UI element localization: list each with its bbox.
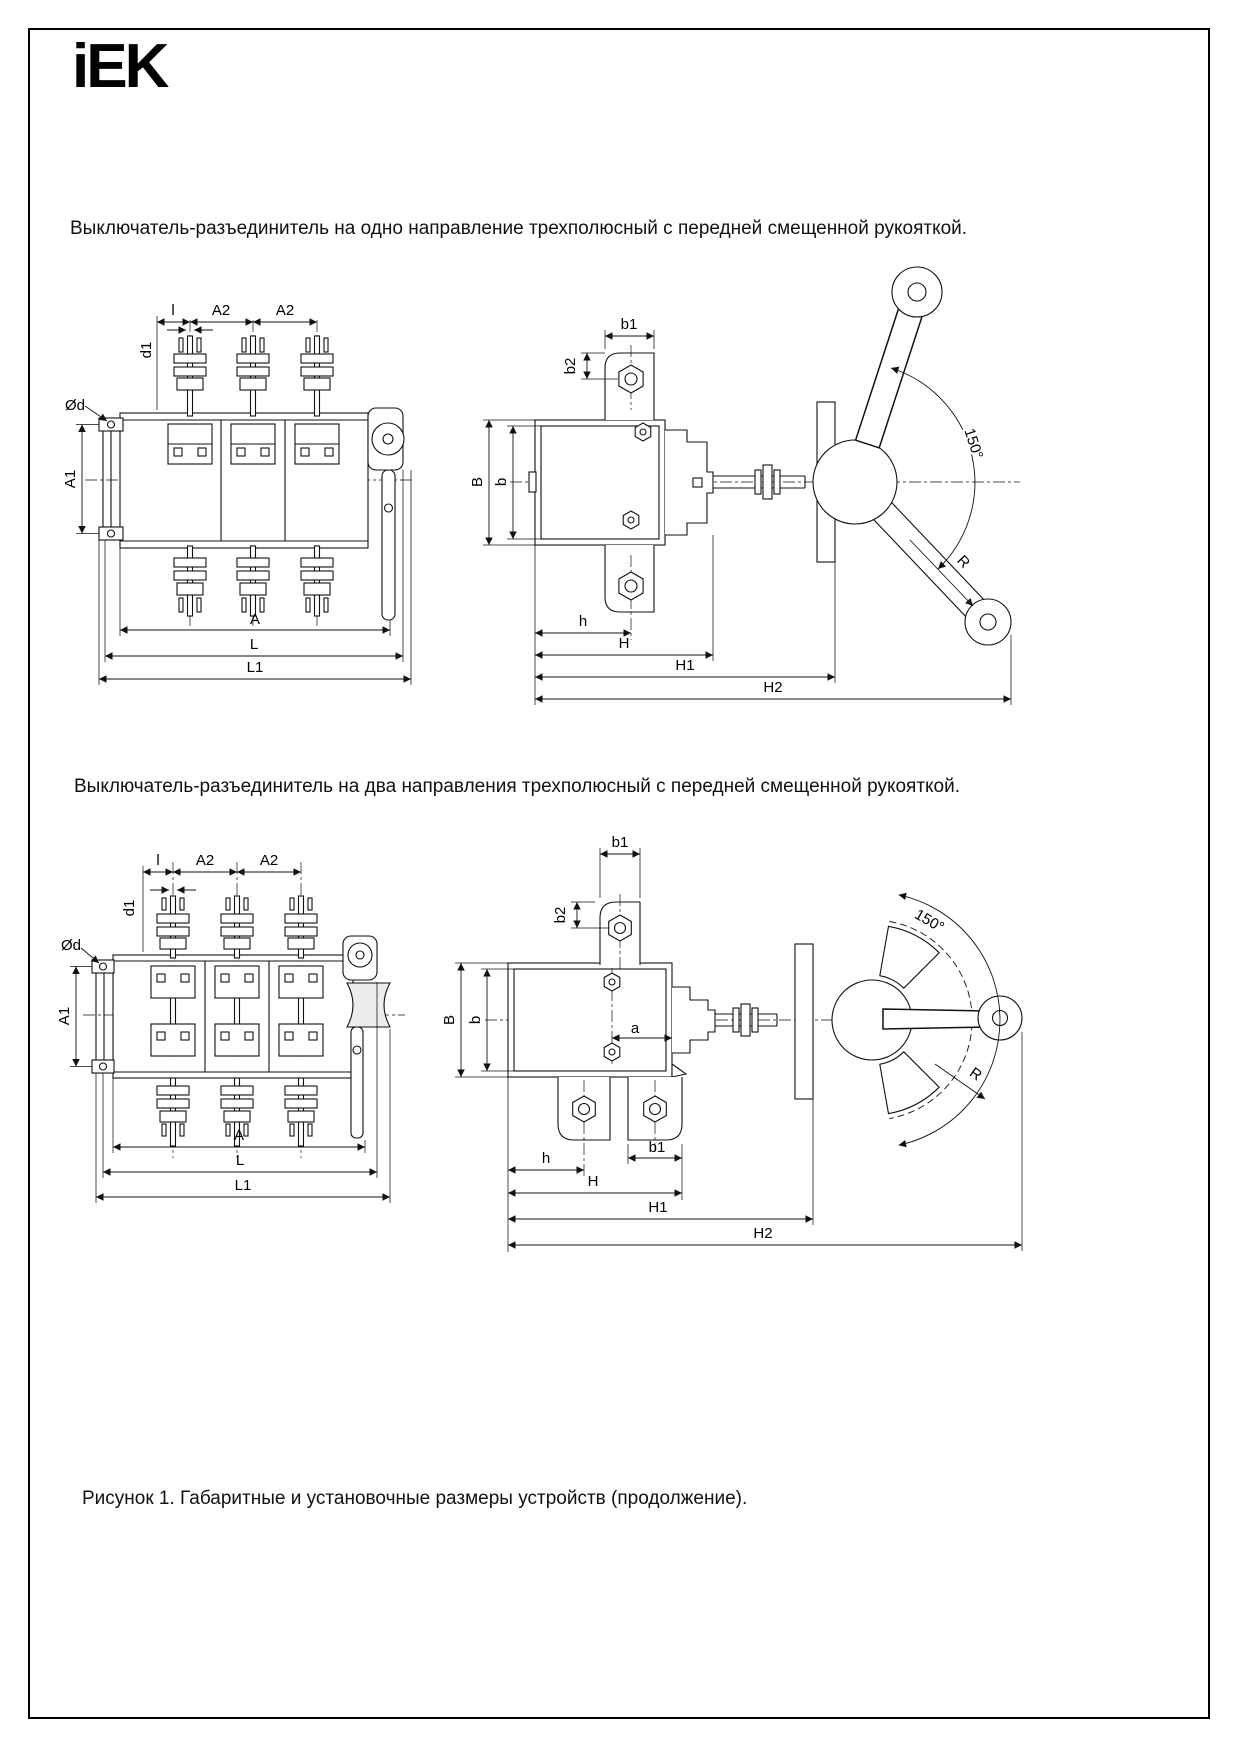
fig2-side-dim-label-B: B <box>441 1014 458 1026</box>
fig2-side-dim-label-b1-top: b1 <box>611 834 629 851</box>
fig1-side-dim-label-angle: 150° <box>960 426 987 461</box>
fig2-front-dim-label-L: L <box>235 1152 245 1169</box>
fig2-side-dim-label-b: b <box>467 1015 484 1025</box>
handle-lever <box>883 1009 987 1029</box>
fig2-front-mounting-bracket <box>92 960 114 1073</box>
fig1-side-dim-label-b: b <box>493 477 510 487</box>
fig1-side-view-drawing <box>455 250 1075 720</box>
fig1-front-view-drawing <box>55 258 435 703</box>
fig1-side-dim-label-b2: b2 <box>562 357 579 375</box>
fig1-side-top-terminal <box>605 345 654 420</box>
fig2-side-dim-label-h1: H1 <box>648 1199 668 1216</box>
fig2-front-dim-label-a2-2: A2 <box>259 852 279 869</box>
fig1-side-body <box>529 420 665 545</box>
fig1-side-dim-label-h: h <box>578 613 588 630</box>
handle-sector-down <box>880 1052 939 1114</box>
fig2-side-view-drawing <box>425 822 1075 1297</box>
fig2-side-dim-label-a: a <box>630 1020 640 1037</box>
fig2-front-dim-label-a1: A1 <box>56 1006 73 1026</box>
fig2-side-bottom-terminals <box>558 1077 682 1178</box>
handle-knob-down <box>965 599 1011 645</box>
handle-sector-up <box>880 926 939 988</box>
fig1-side-dim-label-H: H <box>618 635 630 652</box>
fig1-front-handle-assembly <box>368 408 404 620</box>
fig2-front-dim-label-a: A <box>233 1127 245 1144</box>
fig1-side-bottom-terminal <box>605 545 654 640</box>
fig2-front-dim-label-d1: d1 <box>121 899 138 917</box>
fig1-front-dim-label-od: Ød <box>65 397 86 414</box>
fig1-side-dim-label-r: R <box>953 552 974 572</box>
fig1-front-dim-label-a1: A1 <box>62 469 79 489</box>
fig1-front-dim-label-a: A <box>249 611 261 628</box>
fig2-side-drive-mechanism <box>672 944 813 1099</box>
handle-roller <box>347 983 390 1027</box>
figure1-title: Выключатель-разъединитель на одно направление трехполюсный с передней смещенной рукояткой. <box>70 218 968 239</box>
fig1-side-dim-label-b1: b1 <box>620 316 638 333</box>
fig2-front-dim-label-l: l <box>156 852 160 869</box>
fig2-side-dim-label-h2: H2 <box>753 1225 773 1242</box>
figure-caption: Рисунок 1. Габаритные и установочные размеры устройств (продолжение). <box>82 1488 748 1509</box>
fig2-front-view-drawing <box>55 828 435 1288</box>
fig1-front-dim-label-l1: L1 <box>246 659 264 676</box>
fig2-front-dim-label-a2-1: A2 <box>195 852 215 869</box>
fig1-front-mounting-bracket <box>99 418 123 540</box>
fig2-side-dim-label-r: R <box>966 1064 985 1085</box>
fig1-front-dim-label-a2-1: A2 <box>211 302 231 319</box>
fig2-side-dim-label-b2: b2 <box>552 906 569 924</box>
fig2-front-dim-label-l1: L1 <box>234 1177 252 1194</box>
fig2-side-body <box>508 963 686 1077</box>
fig1-side-dim-label-h2: H2 <box>763 679 783 696</box>
fig1-front-dim-label-L: L <box>249 636 259 653</box>
fig2-front-dim-label-od: Ød <box>61 937 82 954</box>
fig1-side-dim-label-B: B <box>469 476 486 488</box>
body-gusset <box>672 1064 686 1077</box>
fig2-side-dim-label-b1-bottom: b1 <box>648 1139 666 1156</box>
iek-logo: iEK <box>72 32 167 101</box>
fig2-side-dim-label-h: h <box>541 1150 551 1167</box>
fig1-side-handle <box>813 267 1011 645</box>
figure2-title: Выключатель-разъединитель на два направления трехполюсный с передней смещенной рукояткой. <box>74 776 961 797</box>
fig1-front-dim-label-l: l <box>171 302 175 319</box>
handle-knob-up <box>892 267 942 317</box>
fig1-front-dim-label-d1: d1 <box>138 341 155 359</box>
fig2-side-handle <box>832 895 1022 1145</box>
fig2-side-dim-label-angle: 150° <box>911 905 947 937</box>
fig2-side-top-terminal <box>600 894 640 972</box>
fig1-front-dim-label-a2-2: A2 <box>275 302 295 319</box>
fig1-side-dim-label-h1: H1 <box>675 657 695 674</box>
fig2-side-dim-label-H: H <box>587 1173 599 1190</box>
